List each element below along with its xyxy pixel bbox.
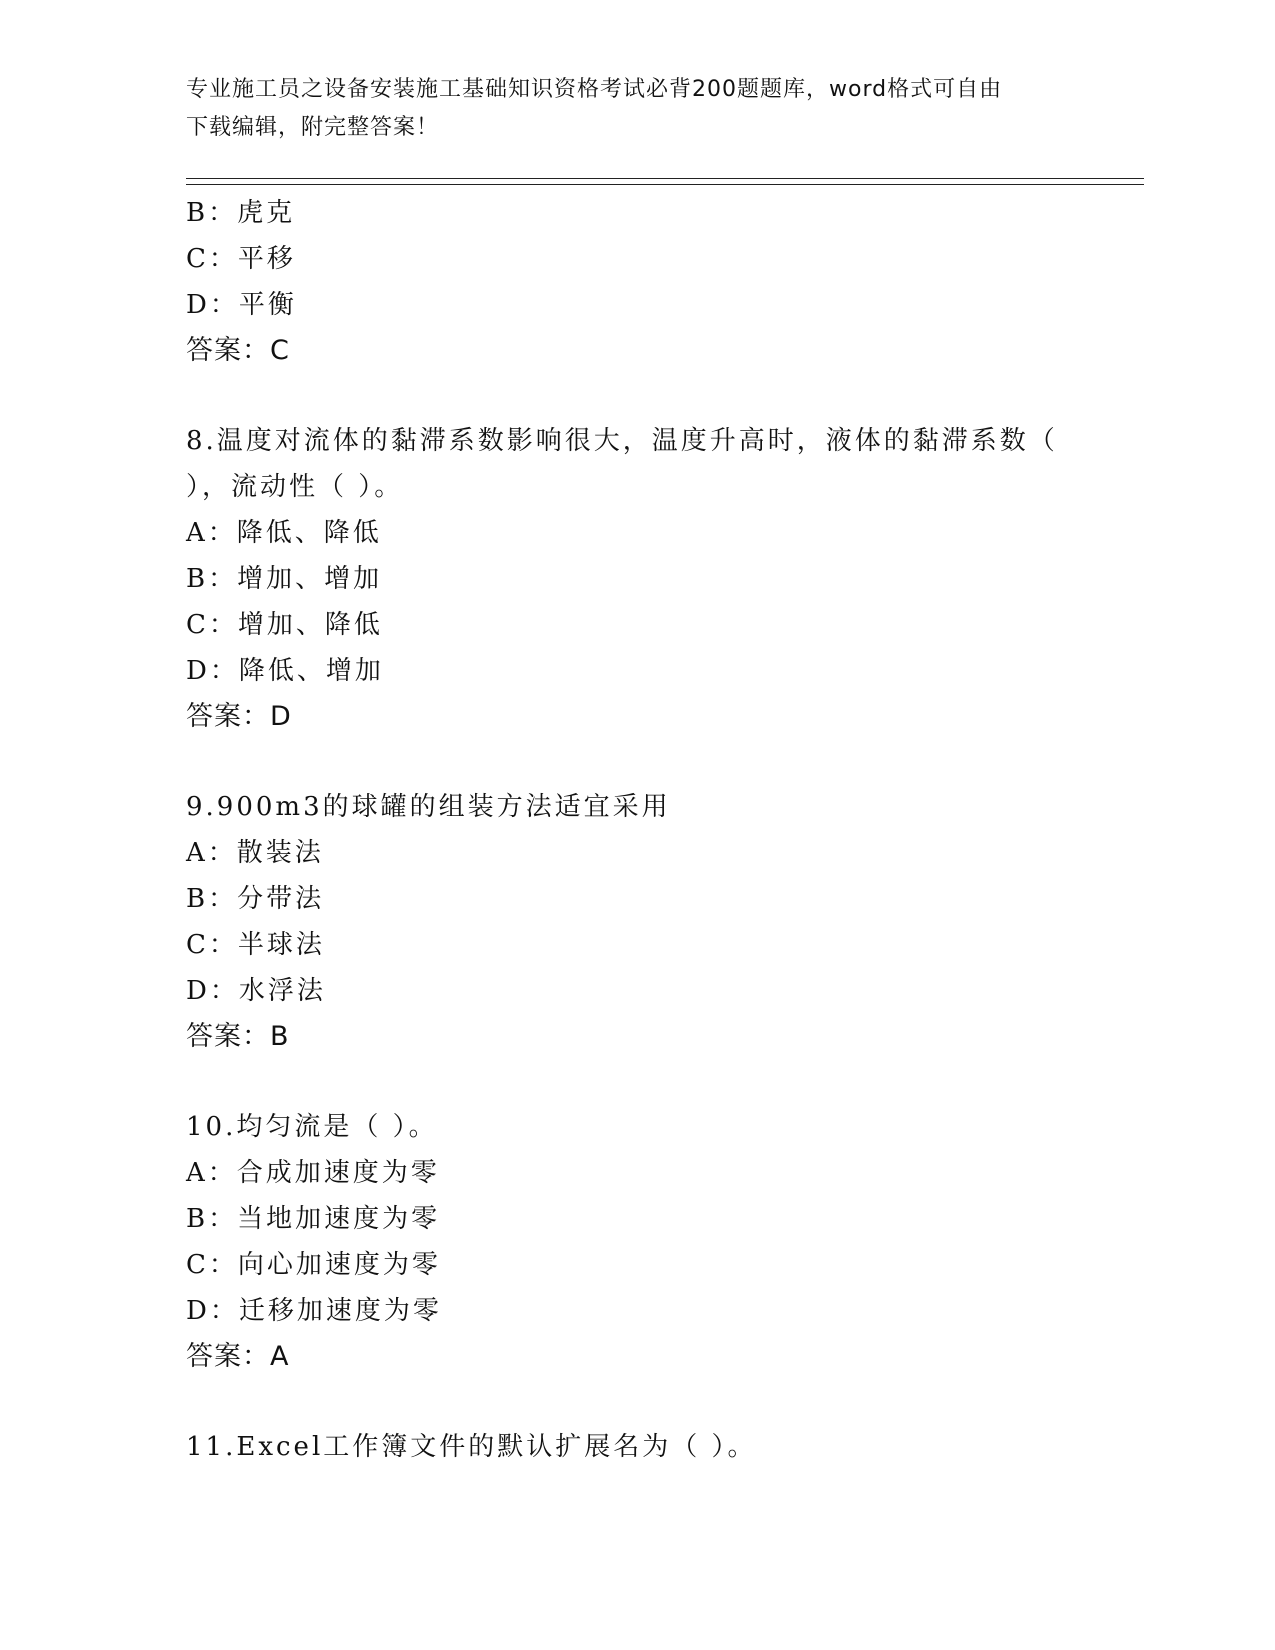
question-stem: 11.Excel工作簿文件的默认扩展名为（ ）。 [186,1432,757,1462]
option-b: B：分带法 [186,884,325,914]
option-b: B：虎克 [186,198,296,228]
answer-line: 答案：C [186,335,290,366]
option-c: C：增加、降低 [186,610,383,640]
answer-line: 答案：D [186,701,292,732]
option-c: C：平移 [186,244,296,274]
question-stem: 9.900m3的球罐的组装方法适宜采用 [186,792,671,822]
option-c: C：向心加速度为零 [186,1250,441,1280]
option-a: A：散装法 [186,838,324,868]
question-7-continued [186,190,1086,374]
document-header [186,71,1076,147]
header-divider-top [186,178,1144,179]
header-divider-bottom [186,184,1144,185]
answer-line: 答案：A [186,1341,290,1372]
question-stem: 10.均匀流是（ ）。 [186,1112,438,1142]
answer-line: 答案：B [186,1021,290,1052]
question-9 [186,784,1086,1060]
option-a: A：降低、降低 [186,518,382,548]
question-10 [186,1104,1086,1380]
option-d: D：平衡 [186,290,297,320]
option-c: C：半球法 [186,930,325,960]
option-b: B：增加、增加 [186,564,383,594]
question-stem: 8.温度对流体的黏滞系数影响很大，温度升高时，液体的黏滞系数（ [186,426,1058,456]
option-d: D：降低、增加 [186,656,384,686]
header-line-1: 专业施工员之设备安装施工基础知识资格考试必背200题题库，word格式可自由 [186,77,1003,102]
option-d: D：迁移加速度为零 [186,1296,442,1326]
option-d: D：水浮法 [186,976,326,1006]
question-8 [186,418,1086,740]
question-list [186,190,1086,1470]
option-b: B：当地加速度为零 [186,1204,441,1234]
question-11 [186,1424,1086,1470]
question-stem-continued: ），流动性（ ）。 [186,472,404,502]
option-a: A：合成加速度为零 [186,1158,440,1188]
header-line-2: 下载编辑，附完整答案！ [186,115,440,140]
